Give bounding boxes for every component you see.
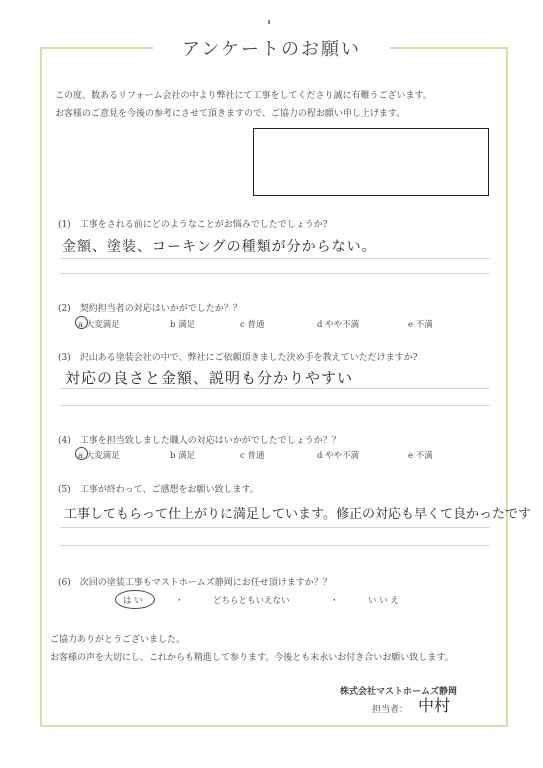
answer-rule — [60, 388, 490, 389]
option-c: c 普通 — [240, 451, 265, 461]
option-b: b 満足 — [170, 451, 196, 461]
staff-signature: 中村 — [418, 696, 451, 715]
option-e: e 不満 — [408, 320, 433, 330]
option-d: d やや不満 — [317, 451, 360, 461]
answer-rule — [60, 273, 490, 274]
option-a: a 大変満足 — [78, 451, 120, 461]
option-yes: は い — [123, 596, 143, 606]
answer-5: 工事してもらって仕上がりに満足しています。修正の対応も早くて良かったです — [64, 507, 531, 522]
footer-line-2: お客様の声を大切にし、これからも精進して参ります。今後とも末永いお付き合いお願い致します。 — [50, 653, 454, 663]
staff-label: 担当者： — [372, 705, 409, 715]
option-d: d やや不満 — [317, 320, 360, 330]
company-name: 株式会社マストホームズ静岡 — [340, 687, 458, 697]
scan-mark — [268, 20, 270, 24]
question-3: (3) 沢山ある塗装会社の中で、弊社にご依頼頂きました決め手を教えていただけますか? — [58, 353, 418, 363]
intro-line-1: この度、数あるリフォーム会社の中より弊社にて工事をしてくださり誠に有難うございます。 — [55, 91, 432, 101]
option-neutral: どちらともいえない — [213, 596, 290, 606]
redacted-box — [253, 128, 489, 196]
answer-1: 金額、塗装、コーキングの種類が分からない。 — [62, 239, 377, 255]
option-c: c 普通 — [240, 320, 265, 330]
footer-line-1: ご協力ありがとうございました。 — [50, 635, 186, 645]
question-6: (6) 次回の塗装工事もマストホームズ静岡にお任せ頂けますか？？ — [58, 578, 332, 588]
question-2: (2) 契約担当者の対応はいかがでしたか？？ — [58, 304, 242, 314]
option-e: e 不満 — [408, 451, 433, 461]
option-no: い い え — [368, 596, 399, 606]
answer-rule — [60, 545, 490, 546]
option-separator: ・ — [330, 596, 339, 606]
answer-rule — [60, 258, 490, 259]
answer-rule — [60, 527, 490, 528]
option-a: a 大変満足 — [78, 320, 120, 330]
question-5: (5) 工事が終わって、ご感想をお願い致します。 — [58, 485, 259, 495]
intro-line-2: お客様のご意見を今後の参考にさせて頂きますので、ご協力の程お願い申し上げます。 — [55, 109, 406, 119]
option-b: b 満足 — [170, 320, 196, 330]
page-title: アンケートのお願い — [153, 38, 390, 62]
title-bar — [0, 38, 543, 62]
answer-3: 対応の良さと金額、説明も分かりやすい — [65, 369, 354, 387]
option-separator: ・ — [175, 596, 184, 606]
question-4: (4) 工事を担当致しました職人の対応はいかがでしたでしょうか？？ — [58, 436, 341, 446]
question-1: (1) 工事をされる前にどのようなことがお悩みでしたでしょうか? — [58, 220, 328, 230]
answer-rule — [60, 405, 490, 406]
